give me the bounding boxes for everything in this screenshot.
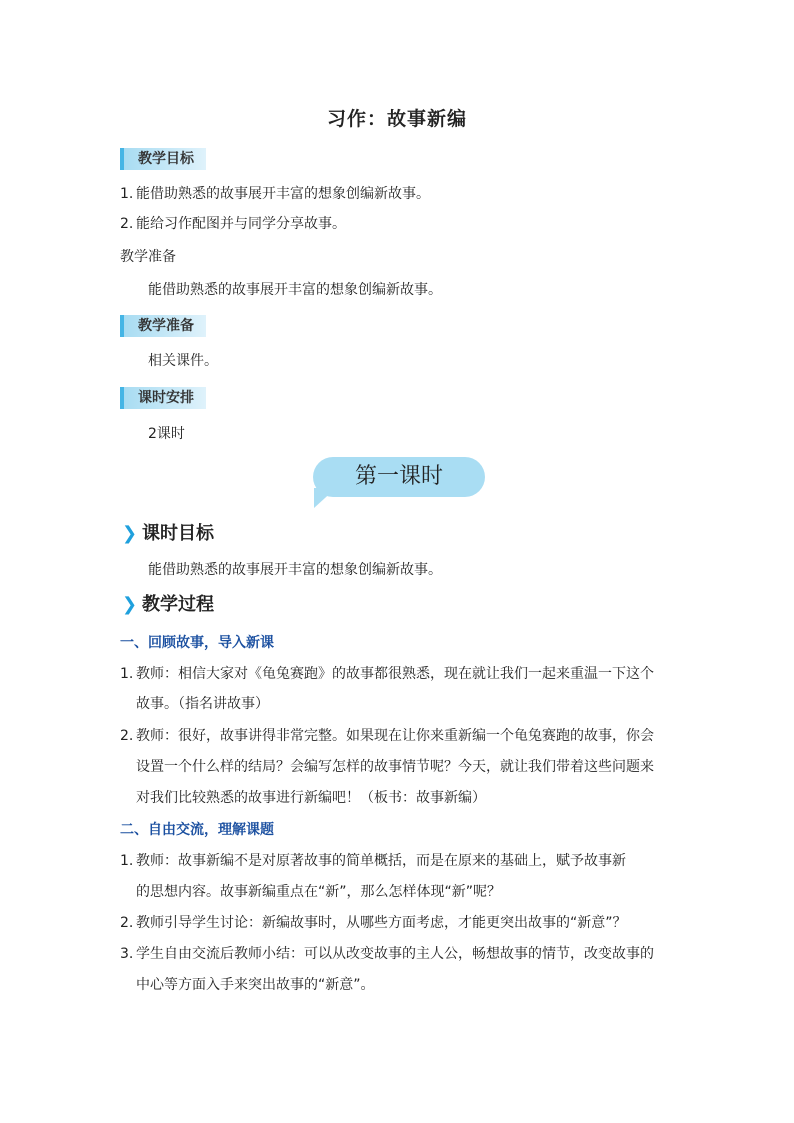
part2-heading: 二、自由交流，理解课题: [120, 822, 274, 838]
lesson-goal-heading-text: 课时目标: [142, 523, 214, 544]
part2-item-3-line-1: [120, 944, 654, 964]
part1-item-2-line-3: 对我们比较熟悉的故事进行新编吧！（板书：故事新编）: [136, 790, 486, 806]
chevron-right-icon: ❯: [122, 594, 138, 615]
goal-item-2-num: 2.: [120, 216, 134, 232]
part1-item-2-line-1: [120, 726, 654, 746]
chevron-right-icon: ❯: [122, 523, 138, 544]
part2-item-1-num: 1.: [120, 853, 134, 869]
tag-teaching-goals: 教学目标: [120, 148, 206, 170]
process-heading: [122, 593, 214, 617]
schedule-text: 2课时: [148, 426, 185, 442]
part2-item-2-num: 2.: [120, 915, 134, 931]
prep-plain-text: 能借助熟悉的故事展开丰富的想象创编新故事。: [148, 282, 442, 298]
part1-item-1-num: 1.: [120, 666, 134, 682]
goal-item-2-text: 能给习作配图并与同学分享故事。: [136, 216, 346, 232]
tag-teaching-prep: 教学准备: [120, 315, 206, 337]
lesson-goal-heading: [122, 522, 214, 546]
prep-plain-label: 教学准备: [120, 249, 176, 265]
lesson-goal-text: 能借助熟悉的故事展开丰富的想象创编新故事。: [148, 562, 442, 578]
part2-item-3-num: 3.: [120, 946, 134, 962]
part1-heading: 一、回顾故事，导入新课: [120, 635, 274, 651]
part2-item-3-text-1: 学生自由交流后教师小结：可以从改变故事的主人公，畅想故事的情节，改变故事的: [136, 946, 654, 962]
part2-item-2-text-1: 教师引导学生讨论：新编故事时，从哪些方面考虑，才能更突出故事的“新意”？: [136, 915, 627, 931]
goal-item-2: [120, 214, 346, 234]
part2-item-1-line-1: [120, 851, 626, 871]
goal-item-1: [120, 184, 430, 204]
page-title: 习作：故事新编: [326, 108, 467, 130]
lesson-bubble: 第一课时: [313, 457, 485, 497]
part1-item-1-text-1: 教师：相信大家对《龟兔赛跑》的故事都很熟悉，现在就让我们一起来重温一下这个: [136, 666, 654, 682]
goal-item-1-num: 1.: [120, 186, 134, 202]
part2-item-2-line-1: [120, 913, 627, 933]
part1-item-2-line-2: 设置一个什么样的结局？会编写怎样的故事情节呢？今天，就让我们带着这些问题来: [136, 759, 654, 775]
part1-item-2-num: 2.: [120, 728, 134, 744]
part2-item-1-line-2: 的思想内容。故事新编重点在“新”，那么怎样体现“新”呢？: [136, 884, 502, 900]
prep-text: 相关课件。: [148, 353, 218, 369]
goal-item-1-text: 能借助熟悉的故事展开丰富的想象创编新故事。: [136, 186, 430, 202]
part1-item-1-line-1: [120, 664, 654, 684]
tag-schedule: 课时安排: [120, 387, 206, 409]
part2-item-3-line-2: 中心等方面入手来突出故事的“新意”。: [136, 977, 375, 993]
part1-item-1-line-2: 故事。（指名讲故事）: [136, 696, 269, 712]
process-heading-text: 教学过程: [142, 594, 214, 615]
part2-item-1-text-1: 教师：故事新编不是对原著故事的简单概括，而是在原来的基础上，赋予故事新: [136, 853, 626, 869]
part1-item-2-text-1: 教师：很好，故事讲得非常完整。如果现在让你来重新编一个龟兔赛跑的故事，你会: [136, 728, 654, 744]
